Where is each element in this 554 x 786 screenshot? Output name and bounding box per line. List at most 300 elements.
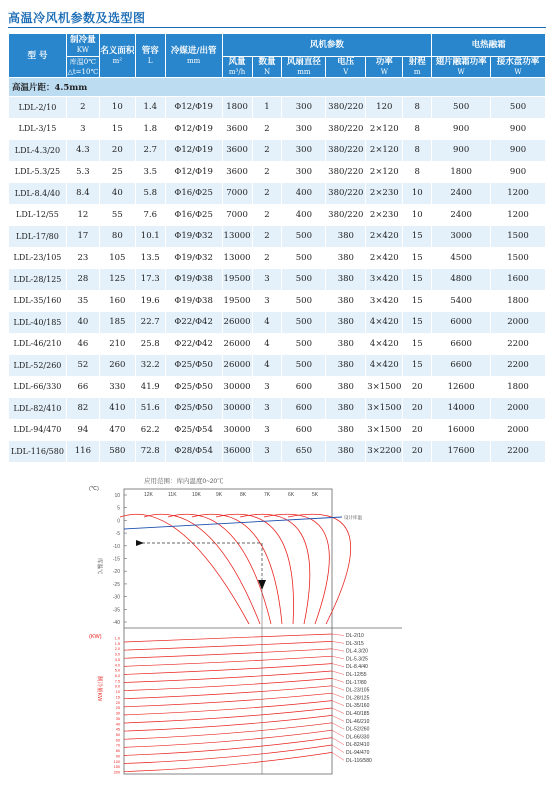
table-cell: 3×1500	[366, 376, 403, 398]
header-fan: 风机参数	[222, 34, 432, 57]
page-title: 高温冷风机参数及选型图	[8, 11, 146, 25]
table-cell: 3.5	[135, 161, 165, 183]
table-row	[9, 97, 546, 119]
table-row	[9, 118, 546, 140]
table-cell: 900	[432, 140, 491, 162]
series-leader	[332, 664, 344, 667]
table-cell: 3600	[222, 161, 252, 183]
table-cell: 4500	[432, 247, 491, 269]
header-heat-fin	[432, 57, 491, 78]
header-fan-num	[252, 57, 282, 78]
table-cell: 17	[66, 226, 99, 248]
table-cell: 20	[403, 441, 432, 463]
upper-tick-label: -35	[112, 607, 120, 614]
series-label: DL-3/15	[346, 640, 364, 647]
table-cell: 10	[403, 183, 432, 205]
series-label: DL-5.3/25	[346, 656, 368, 663]
header-capacity-label: 制冷量	[70, 35, 96, 45]
table-cell: Φ12/Φ19	[165, 161, 222, 183]
header-fan-pow	[366, 57, 403, 78]
table-cell: 500	[282, 247, 326, 269]
series-label: DL-35/160	[346, 703, 370, 710]
table-cell: 3	[252, 290, 282, 312]
table-cell: 15	[403, 355, 432, 377]
header-fan-air-unit: m³/h	[228, 68, 246, 76]
table-cell: Φ16/Φ25	[165, 183, 222, 205]
table-cell: Φ22/Φ42	[165, 333, 222, 355]
series-label: DL-23/105	[346, 687, 370, 694]
table-cell: 22.7	[135, 312, 165, 334]
table-cell: 82	[66, 398, 99, 420]
table-cell: 5.8	[135, 183, 165, 205]
lower-tick-label: 2.0	[114, 647, 120, 652]
table-cell: 380	[326, 247, 366, 269]
table-cell: 2	[252, 247, 282, 269]
table-cell: 500	[282, 312, 326, 334]
table-cell: 380	[326, 355, 366, 377]
upper-unit: (℃)	[89, 486, 99, 492]
table-cell: 23	[66, 247, 99, 269]
upper-curve-label: 8K	[240, 492, 247, 498]
table-cell: 12600	[432, 376, 491, 398]
lower-tick-label: 5.0	[114, 668, 120, 673]
table-cell: 380	[326, 226, 366, 248]
table-cell: 7000	[222, 204, 252, 226]
table-cell: 3	[66, 118, 99, 140]
table-cell: 380	[326, 269, 366, 291]
table-cell: 300	[282, 97, 326, 119]
series-curve	[124, 701, 332, 715]
table-cell: 380/220	[326, 204, 366, 226]
lower-tick-label: 45	[115, 727, 120, 732]
table-cell: LDL-23/105	[9, 247, 67, 269]
table-cell: Φ25/Φ50	[165, 355, 222, 377]
table-cell: 4	[252, 312, 282, 334]
lower-tick-label: 60	[115, 738, 120, 743]
table-cell: 6600	[432, 355, 491, 377]
table-cell: 80	[99, 226, 135, 248]
table-cell: 2×120	[366, 161, 403, 183]
table-cell: 15	[403, 312, 432, 334]
table-cell: 1500	[491, 247, 546, 269]
series-curve	[124, 738, 332, 756]
table-cell: 3600	[222, 118, 252, 140]
series-label: DL-17/80	[346, 679, 367, 686]
upper-curve	[288, 514, 351, 624]
table-cell: 15	[403, 226, 432, 248]
table-cell: 19.6	[135, 290, 165, 312]
table-cell: 16000	[432, 419, 491, 441]
table-cell: 6600	[432, 333, 491, 355]
table-cell: 1800	[222, 97, 252, 119]
header-fan-num-label: 数量	[258, 57, 276, 67]
header-fan-dia-unit: mm	[297, 68, 311, 76]
header-volume-unit: L	[147, 56, 153, 65]
table-cell: 8.4	[66, 183, 99, 205]
upper-tick-label: -15	[112, 556, 120, 563]
lower-tick-label: 7.5	[114, 679, 120, 684]
table-cell: 26000	[222, 312, 252, 334]
table-cell: 3000	[432, 226, 491, 248]
table-cell: 105	[99, 247, 135, 269]
upper-curve	[216, 514, 294, 624]
series-leader	[332, 686, 344, 690]
header-fan-dia-label: 风扇直径	[286, 57, 321, 67]
table-cell: 3×420	[366, 290, 403, 312]
header-capacity-sub	[66, 57, 99, 78]
series-leader	[332, 641, 344, 643]
table-cell: Φ12/Φ19	[165, 140, 222, 162]
table-cell: 3	[252, 398, 282, 420]
lower-tick-label: 1.0	[114, 636, 120, 641]
table-cell: LDL-28/125	[9, 269, 67, 291]
table-cell: 1.4	[135, 97, 165, 119]
table-cell: 3×2200	[366, 441, 403, 463]
table-cell: 2	[252, 183, 282, 205]
series-label: DL-82/410	[346, 742, 370, 749]
table-cell: 15	[403, 247, 432, 269]
table-cell: 1500	[491, 226, 546, 248]
table-cell: 600	[282, 376, 326, 398]
lower-tick-label: 70	[115, 743, 120, 748]
lower-tick-label: 200	[113, 770, 120, 775]
header-fan-volt	[326, 57, 366, 78]
header-fan-num-unit: N	[263, 68, 271, 76]
table-cell: 1200	[491, 183, 546, 205]
table-cell: 41.9	[135, 376, 165, 398]
lower-tick-label: 50	[115, 732, 120, 737]
table-cell: 500	[282, 290, 326, 312]
table-cell: 900	[432, 118, 491, 140]
spec-table-body	[9, 78, 546, 463]
lower-tick-label: 9.0	[114, 684, 120, 689]
table-row	[9, 140, 546, 162]
table-cell: 650	[282, 441, 326, 463]
table-cell: 30000	[222, 398, 252, 420]
table-cell: 7000	[222, 183, 252, 205]
header-heat-fin-unit: W	[457, 68, 465, 76]
table-cell: 4×420	[366, 333, 403, 355]
header-capacity	[66, 34, 99, 57]
table-cell: 1.8	[135, 118, 165, 140]
table-cell: 13.5	[135, 247, 165, 269]
upper-curve-label: 10K	[192, 492, 201, 498]
table-cell: 2	[252, 140, 282, 162]
table-cell: 2×230	[366, 183, 403, 205]
design-temp-label: 设计库温	[344, 515, 362, 520]
table-cell: 2.7	[135, 140, 165, 162]
table-cell: 2400	[432, 204, 491, 226]
upper-tick-label: -25	[112, 581, 120, 588]
table-cell: 2×120	[366, 140, 403, 162]
header-capacity-unit: KW	[76, 46, 89, 54]
table-cell: 2×120	[366, 118, 403, 140]
table-cell: 8	[403, 97, 432, 119]
lower-tick-label: 100	[113, 759, 120, 764]
series-curve	[124, 708, 332, 723]
table-cell: 380/220	[326, 183, 366, 205]
table-cell: 1200	[491, 204, 546, 226]
header-fan-throw	[403, 57, 432, 78]
table-cell: 2200	[491, 441, 546, 463]
table-cell: 20	[403, 419, 432, 441]
header-pipe	[165, 34, 222, 78]
lower-tick-label: 20	[115, 700, 120, 705]
table-cell: 1600	[491, 269, 546, 291]
lower-unit: (KW)	[89, 634, 102, 640]
section-label: 高温片距：4.5mm	[9, 78, 546, 97]
table-cell: 2000	[491, 419, 546, 441]
table-cell: 2	[252, 204, 282, 226]
table-cell: 15	[403, 333, 432, 355]
series-leader	[332, 656, 344, 659]
table-cell: 10.1	[135, 226, 165, 248]
table-cell: 20	[99, 140, 135, 162]
table-cell: LDL-12/55	[9, 204, 67, 226]
header-fan-throw-unit: m	[413, 68, 421, 76]
table-cell: 500	[282, 333, 326, 355]
upper-curve-label: 5K	[312, 492, 319, 498]
table-cell: Φ12/Φ19	[165, 97, 222, 119]
table-cell: LDL-52/260	[9, 355, 67, 377]
table-cell: Φ25/Φ50	[165, 376, 222, 398]
table-cell: 10	[99, 97, 135, 119]
table-cell: 380	[326, 398, 366, 420]
table-cell: 380/220	[326, 161, 366, 183]
table-cell: 1800	[491, 376, 546, 398]
table-cell: 2000	[491, 398, 546, 420]
series-label: DL-52/260	[346, 726, 370, 733]
series-leader	[332, 738, 344, 745]
table-cell: 4×420	[366, 312, 403, 334]
table-cell: 1800	[491, 290, 546, 312]
table-row	[9, 419, 546, 441]
header-fan-dia	[282, 57, 326, 78]
table-cell: 17.3	[135, 269, 165, 291]
header-pipe-label: 冷媒进/出管	[170, 45, 217, 56]
upper-ylabel: 库温℃	[96, 558, 102, 575]
table-cell: 13000	[222, 226, 252, 248]
header-fan-volt-label: 电压	[337, 57, 355, 67]
table-row	[9, 441, 546, 463]
lower-tick-label: 15	[115, 695, 120, 700]
table-cell: 5.3	[66, 161, 99, 183]
table-cell: 3	[252, 441, 282, 463]
table-cell: 500	[282, 269, 326, 291]
title-rule	[8, 27, 546, 28]
table-cell: LDL-17/80	[9, 226, 67, 248]
table-cell: LDL-66/330	[9, 376, 67, 398]
table-cell: 2	[252, 161, 282, 183]
table-cell: 2000	[491, 312, 546, 334]
table-row	[9, 269, 546, 291]
table-cell: 46	[66, 333, 99, 355]
series-label: DL-94/470	[346, 750, 370, 756]
lower-tick-label: 30	[115, 711, 120, 716]
table-cell: 4	[252, 355, 282, 377]
upper-curve-label: 6K	[288, 492, 295, 498]
table-cell: 3×1500	[366, 398, 403, 420]
table-cell: 15	[403, 269, 432, 291]
header-capacity-sub2: △t=10℃	[67, 68, 99, 76]
table-cell: Φ25/Φ54	[165, 419, 222, 441]
header-volume-label: 管容	[141, 45, 159, 56]
series-leader	[332, 634, 344, 636]
table-cell: 600	[282, 419, 326, 441]
table-cell: 2×230	[366, 204, 403, 226]
table-cell: 28	[66, 269, 99, 291]
table-cell: 470	[99, 419, 135, 441]
header-capacity-sub1: 库温0℃	[69, 58, 97, 66]
section-row	[9, 78, 546, 97]
series-leader	[332, 715, 344, 721]
table-cell: 4×420	[366, 355, 403, 377]
table-cell: 6000	[432, 312, 491, 334]
header-heat: 电热融霜	[432, 34, 546, 57]
table-cell: 14000	[432, 398, 491, 420]
table-cell: 380/220	[326, 118, 366, 140]
table-cell: 900	[491, 140, 546, 162]
table-cell: 32.2	[135, 355, 165, 377]
table-cell: 400	[282, 204, 326, 226]
series-leader	[332, 678, 344, 682]
header-pipe-unit: mm	[187, 56, 201, 65]
table-cell: LDL-4.3/20	[9, 140, 67, 162]
table-cell: 120	[366, 97, 403, 119]
table-cell: 500	[282, 355, 326, 377]
table-cell: Φ28/Φ54	[165, 441, 222, 463]
table-cell: LDL-82/410	[9, 398, 67, 420]
table-cell: 26000	[222, 355, 252, 377]
series-curve	[124, 641, 332, 650]
table-cell: Φ19/Φ38	[165, 290, 222, 312]
table-cell: LDL-8.4/40	[9, 183, 67, 205]
table-cell: 66	[66, 376, 99, 398]
table-cell: 8	[403, 118, 432, 140]
table-cell: 116	[66, 441, 99, 463]
table-cell: 1800	[432, 161, 491, 183]
lower-tick-label: 6.0	[114, 674, 120, 679]
lower-tick-label: 80	[115, 749, 120, 754]
table-cell: 5400	[432, 290, 491, 312]
upper-curve	[144, 514, 260, 624]
table-cell: 25	[99, 161, 135, 183]
table-row	[9, 333, 546, 355]
header-fan-throw-label: 射程	[408, 57, 426, 67]
table-row	[9, 204, 546, 226]
table-cell: 2200	[491, 333, 546, 355]
table-cell: 4.3	[66, 140, 99, 162]
lower-tick-label: 40	[115, 722, 120, 727]
table-cell: 300	[282, 118, 326, 140]
table-cell: 4	[252, 333, 282, 355]
table-cell: 380/220	[326, 97, 366, 119]
header-fan-air	[222, 57, 252, 78]
series-label: DL-4.3/20	[346, 648, 368, 655]
upper-curve	[168, 514, 271, 624]
table-cell: 36000	[222, 441, 252, 463]
table-cell: 900	[491, 118, 546, 140]
table-cell: 500	[282, 226, 326, 248]
table-cell: 4800	[432, 269, 491, 291]
upper-curve-label: 7K	[264, 492, 271, 498]
table-cell: 330	[99, 376, 135, 398]
table-cell: 500	[432, 97, 491, 119]
table-row	[9, 398, 546, 420]
table-row	[9, 376, 546, 398]
table-cell: 580	[99, 441, 135, 463]
header-fan-air-label: 风量	[228, 57, 246, 67]
upper-curve-label: 12K	[144, 492, 153, 498]
table-cell: 380	[326, 290, 366, 312]
guide-arrow-right	[136, 540, 144, 546]
table-row	[9, 247, 546, 269]
table-cell: 26000	[222, 333, 252, 355]
header-heat-tray-label: 接水盘功率	[496, 57, 540, 67]
table-cell: Φ19/Φ38	[165, 269, 222, 291]
series-leader	[332, 649, 344, 651]
table-cell: 260	[99, 355, 135, 377]
table-row	[9, 161, 546, 183]
table-cell: Φ19/Φ32	[165, 226, 222, 248]
table-cell: 380	[326, 419, 366, 441]
series-curve	[124, 649, 332, 658]
table-cell: 2×420	[366, 226, 403, 248]
table-cell: 380	[326, 312, 366, 334]
table-cell: 400	[282, 183, 326, 205]
table-cell: 35	[66, 290, 99, 312]
upper-tick-label: 5	[117, 505, 120, 512]
table-cell: Φ16/Φ25	[165, 204, 222, 226]
series-label: DL-46/210	[346, 718, 370, 725]
series-leader	[332, 701, 344, 706]
lower-tick-label: 3.5	[114, 657, 120, 662]
table-cell: 20	[403, 398, 432, 420]
table-cell: 2	[252, 226, 282, 248]
table-cell: 2	[252, 118, 282, 140]
table-cell: 300	[282, 161, 326, 183]
spec-table	[8, 33, 546, 463]
series-curve	[124, 730, 332, 747]
table-cell: Φ12/Φ19	[165, 118, 222, 140]
table-cell: 40	[66, 312, 99, 334]
series-leader	[332, 693, 344, 698]
table-cell: 3×1500	[366, 419, 403, 441]
lower-tick-label: 4.0	[114, 663, 120, 668]
series-curve	[124, 686, 332, 699]
table-row	[9, 226, 546, 248]
upper-tick-label: -5	[115, 531, 120, 538]
series-label: DL-116/580	[346, 757, 372, 764]
series-leader	[332, 723, 344, 729]
table-cell: 185	[99, 312, 135, 334]
series-leader	[332, 708, 344, 714]
table-cell: LDL-5.3/25	[9, 161, 67, 183]
table-cell: LDL-94/470	[9, 419, 67, 441]
table-cell: 55	[99, 204, 135, 226]
upper-tick-label: -20	[112, 569, 120, 576]
header-model: 型 号	[9, 34, 67, 78]
table-cell: 3	[252, 269, 282, 291]
table-cell: 8	[403, 161, 432, 183]
upper-tick-label: 10	[114, 493, 120, 499]
table-cell: 1	[252, 97, 282, 119]
header-area	[99, 34, 135, 78]
table-cell: 17600	[432, 441, 491, 463]
table-row	[9, 312, 546, 334]
header-area-label: 名义面积	[100, 45, 135, 56]
series-curve	[124, 656, 332, 666]
